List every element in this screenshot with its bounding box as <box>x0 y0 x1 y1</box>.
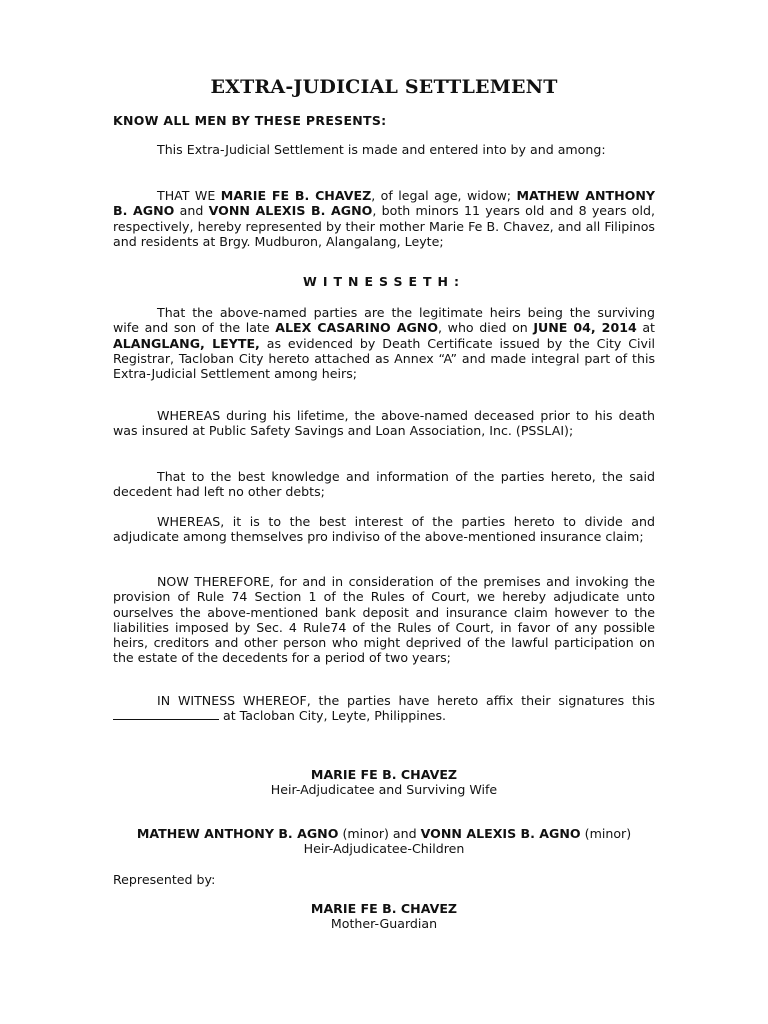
death-place: ALANGLANG, LEYTE, <box>113 335 260 351</box>
signatory-2-name-a: MATHEW ANTHONY B. AGNO <box>136 826 339 841</box>
insured-paragraph: WHEREAS during his lifetime, the above-named deceased prior to his death was insured at Public Safety Savings and Loan Association, Inc. (PSSLAI); <box>113 408 655 439</box>
death-date: JUNE 04, 2014 <box>533 320 637 336</box>
heirs-text-4: as evidenced by Death Certificate issued by the City Civil Registrar, Tacloban City hereto attached as Annex “A” and made integral part of this Extra-Judicial Settlement among heirs; <box>113 335 656 382</box>
signatory-1-name: MARIE FE B. CHAVEZ <box>310 767 458 782</box>
date-blank-line <box>113 708 219 720</box>
represented-by-label: Represented by: <box>113 872 216 887</box>
signatory-2-minor-a: (minor) and <box>342 826 417 841</box>
party-name-2: MATHEW ANTHONY B. AGNO <box>113 188 656 219</box>
heirs-text-3: at <box>642 320 655 336</box>
opening-clause: KNOW ALL MEN BY THESE PRESENTS: <box>113 113 387 128</box>
signatory-1-role: Heir-Adjudicatee and Surviving Wife <box>270 782 498 798</box>
signatory-2-minor-b: (minor) <box>584 826 632 841</box>
debts-paragraph: That to the best knowledge and information of the parties hereto, the said decedent had left no other debts; <box>113 469 655 500</box>
heirs-text-2: , who died on <box>438 320 528 336</box>
parties-and: and <box>179 203 204 219</box>
witness-text-1: IN WITNESS WHEREOF, the parties have hereto affix their signatures this <box>157 693 655 708</box>
signatory-1 <box>0 767 768 798</box>
interest-paragraph: WHEREAS, it is to the best interest of the parties hereto to divide and adjudicate among themselves pro indiviso of the above-mentioned insurance claim; <box>113 514 655 545</box>
parties-that-we: THAT WE <box>157 188 216 203</box>
document-title: EXTRA-JUDICIAL SETTLEMENT <box>210 76 558 98</box>
party-desc-2: , both minors 11 years old and 8 years old, respectively, hereby represented by their mother Marie Fe B. Chavez, and all Filipinos and residents at Brgy. Mudburon, Alangalang, Leyte; <box>113 203 655 249</box>
parties-paragraph <box>113 188 655 249</box>
heirs-text-1: That the above-named parties are the legitimate heirs being the surviving wife and son of the late <box>113 305 655 336</box>
witnesseth-heading: WITNESSETH: <box>303 274 465 289</box>
signatory-3-role: Mother-Guardian <box>330 916 438 932</box>
witness-text-2: at Tacloban City, Leyte, Philippines. <box>223 708 447 724</box>
heirs-paragraph <box>113 305 655 381</box>
signatory-3 <box>0 901 768 932</box>
therefore-paragraph: NOW THEREFORE, for and in consideration of the premises and invoking the provision of Rule 74 Section 1 of the Rules of Court, we hereby adjudicate unto ourselves the above-mentioned bank deposit and insurance claim however to the liabilities imposed by Sec. 4 Rule74 of the Rules of Court, in favor of any possible heirs, creditors and other person who might deprived of the lawful participation on the estate of the decedents for a period of two years; <box>113 574 655 666</box>
witness-whereof-paragraph <box>113 693 655 724</box>
intro-paragraph: This Extra-Judicial Settlement is made and entered into by and among: <box>157 142 606 157</box>
decedent-name: ALEX CASARINO AGNO <box>275 320 439 336</box>
party-name-1: MARIE FE B. CHAVEZ <box>220 188 372 203</box>
signatory-2 <box>0 826 768 857</box>
signatory-3-name: MARIE FE B. CHAVEZ <box>310 901 458 916</box>
party-name-3: VONN ALEXIS B. AGNO <box>208 203 373 219</box>
party-desc-1: , of legal age, widow; <box>371 188 512 203</box>
signatory-2-role: Heir-Adjudicatee-Children <box>303 841 465 857</box>
signatory-2-name-b: VONN ALEXIS B. AGNO <box>420 826 581 841</box>
